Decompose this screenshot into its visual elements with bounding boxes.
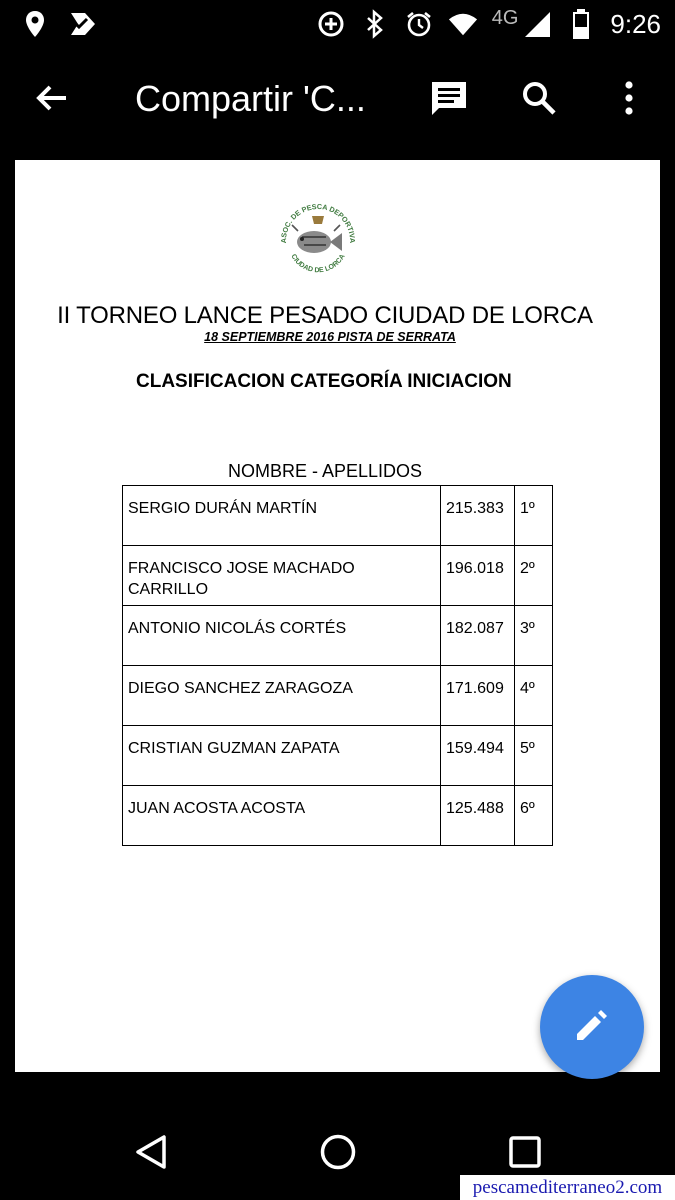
results-table (122, 485, 553, 846)
data-saver-icon (316, 9, 346, 39)
table-row (123, 486, 553, 546)
participant-position: 5º (515, 726, 553, 786)
search-icon[interactable] (517, 76, 561, 120)
svg-text:CIUDAD DE LORCA: CIUDAD DE LORCA (289, 253, 347, 275)
participant-name: CRISTIAN GUZMAN ZAPATA (123, 726, 441, 786)
network-type-label: 4G (491, 6, 519, 29)
edit-pencil-icon (572, 1005, 612, 1050)
signal-icon (522, 9, 552, 39)
table-row (123, 666, 553, 726)
back-triangle-icon[interactable] (130, 1132, 170, 1172)
category-heading: CLASIFICACION CATEGORÍA INICIACION (136, 371, 512, 392)
participant-name: SERGIO DURÁN MARTÍN (123, 486, 441, 546)
status-bar (0, 0, 675, 48)
battery-icon (566, 9, 596, 39)
status-time: 9:26 (610, 8, 661, 39)
home-circle-icon[interactable] (318, 1132, 358, 1172)
participant-score: 215.383 (441, 486, 515, 546)
app-bar (0, 48, 675, 148)
participant-position: 3º (515, 606, 553, 666)
app-bar-title: Compartir 'C... (135, 78, 366, 119)
more-vert-icon[interactable] (607, 76, 651, 120)
table-row (123, 786, 553, 846)
recents-square-icon[interactable] (505, 1132, 545, 1172)
participant-score: 196.018 (441, 546, 515, 606)
participant-score: 125.488 (441, 786, 515, 846)
participant-position: 6º (515, 786, 553, 846)
participant-score: 171.609 (441, 666, 515, 726)
svg-text:ASOC. DE PESCA DEPORTIVA: ASOC. DE PESCA DEPORTIVA (278, 201, 358, 244)
participant-score: 159.494 (441, 726, 515, 786)
participant-name: JUAN ACOSTA ACOSTA (123, 786, 441, 846)
participant-score: 182.087 (441, 606, 515, 666)
back-arrow-icon[interactable] (30, 76, 74, 120)
wifi-icon (448, 9, 478, 39)
participant-position: 4º (515, 666, 553, 726)
table-row (123, 546, 553, 606)
comment-icon[interactable] (427, 76, 471, 120)
participant-name: FRANCISCO JOSE MACHADO CARRILLO (123, 546, 441, 606)
location-icon (20, 9, 50, 39)
document-title: II TORNEO LANCE PESADO CIUDAD DE LORCA (57, 302, 593, 329)
check-notification-icon (68, 9, 98, 39)
club-logo (272, 195, 364, 287)
watermark: pescamediterraneo2.com (460, 1175, 675, 1200)
table-row (123, 606, 553, 666)
bluetooth-icon (360, 9, 390, 39)
participant-position: 1º (515, 486, 553, 546)
participant-position: 2º (515, 546, 553, 606)
table-row (123, 726, 553, 786)
document-subtitle: 18 SEPTIEMBRE 2016 PISTA DE SERRATA (204, 330, 456, 344)
participant-name: ANTONIO NICOLÁS CORTÉS (123, 606, 441, 666)
alarm-icon (404, 9, 434, 39)
column-header: NOMBRE - APELLIDOS (227, 461, 423, 481)
edit-fab-button[interactable] (540, 975, 644, 1079)
participant-name: DIEGO SANCHEZ ZARAGOZA (123, 666, 441, 726)
document-page (15, 160, 660, 1072)
